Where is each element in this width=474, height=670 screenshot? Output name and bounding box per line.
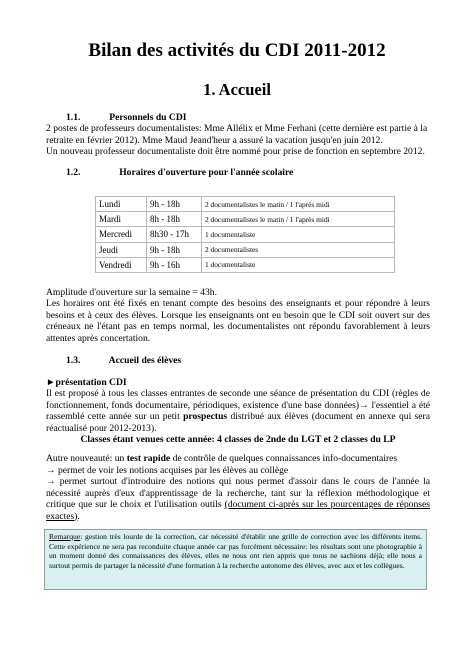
staff-cell: 1 documentaliste [202,227,395,242]
prospectus-term: prospectus [183,411,228,422]
day-cell: Vendredi [96,257,147,272]
text-run: distribué aux élèves (document en annexe qui sera réactualisé pour 2012-2013). [46,411,430,434]
remark-label: Remarque [49,532,81,541]
staff-cell: 1 documentaliste [202,257,395,272]
hours-cell: 8h - 18h [147,212,202,227]
section-number: 1.1. [66,112,81,123]
staff-cell: 2 documentalistes le matin / 1 l'après midi [202,212,395,227]
text-run: Il est proposé à tous les classes entrantes de seconde une séance de présentation du CDI (règles de fonctionnement, fonds documentaire, périodiques, existence d'une base données)→ l'essentiel a été rassemblé cette année sur un petit [46,388,430,422]
staff-cell: 2 documentalistes [202,242,395,257]
text-run: de contrôle de quelques connaissances info-documentaires [170,453,398,464]
classes-line: Classes étant venues cette année: 4 classes de 2nde du LGT et 2 classes du LP [80,434,396,445]
hours-cell: 9h - 18h [147,197,202,212]
table-row [96,227,395,242]
section-1-3-heading [66,355,181,366]
table-row [96,257,395,272]
section-title: Personnels du CDI [109,112,187,123]
day-cell: Jeudi [96,242,147,257]
test-term: test rapide [126,453,171,464]
hours-cell: 8h30 - 17h [147,227,202,242]
text-run: . [77,510,80,522]
section-1-1-text [46,123,446,158]
document-title: Bilan des activités du CDI 2011-2012 [88,40,386,61]
day-cell: Lundi [96,197,147,212]
test-paragraph [46,453,430,465]
section-title: Horaires d'ouverture pour l'année scolaire [119,167,294,178]
document-reference: (document ci-après sur les pourcentages de réponses exactes) [46,499,430,522]
table-row [96,242,395,257]
staff-cell: 2 documentalistes le matin / 1 l'après midi [202,197,395,212]
section-1-2-heading [66,167,293,178]
amplitude-line: Amplitude d'ouverture sur la semaine = 43h. [46,287,217,298]
remark-text: : gestion très lourde de la correction, car nécessité d'établir une grille de correction avec les différents items. Cette expérience ne sera pas reconduite chaque année car pas forcément nécessaire: les résultats sont une photographie à un moment donné des connaissances des élèves, elles ne nous ont rien appris que nous ne sachions déjà; elle nous a surtout permis de partager la nécessité d'une formation à la recherche autonome des élèves, avec aux et les collègues. [49,532,422,570]
presentation-paragraph [46,388,430,434]
hours-paragraph: Les horaires ont été fixés en tenant compte des besoins des enseignants et pour répondre à leurs besoins et à ceux des élèves. Lorsque les enseignants ont eu besoin que le CDI soit ouvert sur des créneaux ne l'étant pas en temps normal, les documentalistes ont répondu favorablement à leurs attentes après concertation. [46,298,430,344]
hours-cell: 9h - 16h [147,257,202,272]
presentation-subheading: ►présentation CDI [46,377,127,388]
day-cell: Mercredi [96,227,147,242]
text-line: retraite en février 2012). Mme Maud Jeand'heur a assuré la vacation jusqu'en juin 2012. [46,134,383,146]
day-cell: Mardi [96,212,147,227]
text-run: Autre nouveauté: un [46,453,127,464]
section-number: 1.3. [66,355,81,366]
text-run: → permet surtout d'introduire des notions qui nous permet d'assoir dans le cours de l'année la nécessité auprès d'eux d'apprentissage de la recherche, tant sur la réflexion méthodologique et critique que sur le choix et l'utilisation outils [46,476,430,510]
section-number: 1.2. [66,167,81,178]
arrow-line-2 [46,476,430,522]
arrow-line-1: → permet de voir les notions acquises par les élèves au collège [46,465,289,476]
opening-hours-table [95,196,395,273]
section-1-1-heading [66,112,187,123]
heading-accueil: 1. Accueil [203,80,271,99]
section-title: Accueil des élèves [108,355,182,366]
table-row [96,212,395,227]
text-line: Un nouveau professeur documentaliste doit être nommé pour prise de fonction en septembre 2012. [46,146,425,157]
hours-cell: 9h - 18h [147,242,202,257]
text-line: 2 postes de professeurs documentalistes: Mme Allélix et Mme Ferhani (cette dernière est partie à la [46,123,428,134]
table-row [96,197,395,212]
remark-box [44,529,427,590]
